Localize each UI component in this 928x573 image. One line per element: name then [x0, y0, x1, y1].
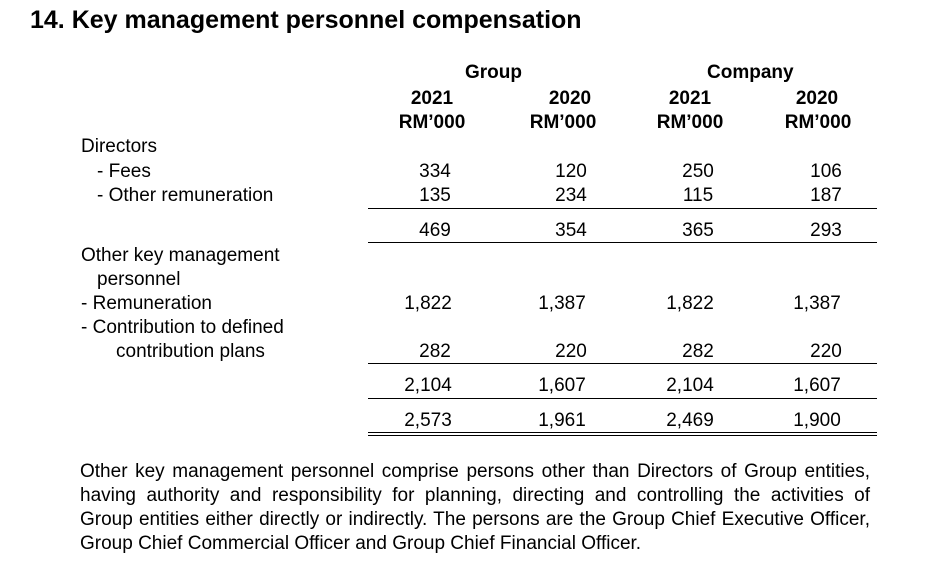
total-rule	[752, 398, 877, 399]
subtotal-rule	[496, 363, 624, 364]
unit-header: RM’000	[784, 112, 852, 133]
cell-other-remuneration: 135	[419, 185, 451, 206]
total-rule	[496, 242, 624, 243]
cell-contribution: 282	[419, 341, 451, 362]
year-header: 2020	[795, 88, 839, 109]
cell-contribution: 220	[810, 341, 842, 362]
cell-remuneration: 1,387	[793, 293, 841, 314]
row-label-fees: - Fees	[97, 161, 151, 182]
grand-total-rule	[624, 435, 752, 436]
total-rule	[496, 398, 624, 399]
total-rule	[624, 398, 752, 399]
cell-directors-total: 293	[810, 220, 842, 241]
year-header: 2021	[410, 88, 454, 109]
cell-grand-total: 2,469	[666, 410, 714, 431]
row-label-other-remuneration: - Other remuneration	[97, 185, 274, 206]
cell-other-kmp-total: 2,104	[666, 375, 714, 396]
subtotal-rule	[752, 363, 877, 364]
page-title: 14. Key management personnel compensation	[30, 6, 582, 34]
cell-other-remuneration: 187	[810, 185, 842, 206]
explanatory-note: Other key management personnel comprise persons other than Directors of Group entities, having authority and responsibility for planning, directing and controlling the activities of Group entities either directly or indirectly. The persons are the Group Chief Executive Officer, Group Chief Commercial Officer and Group Chief Financial Officer.	[80, 461, 870, 554]
grand-total-rule	[624, 432, 752, 433]
group-header: Group	[465, 62, 522, 83]
subtotal-rule	[496, 208, 624, 209]
row-label-other-kmp-cont: personnel	[97, 269, 181, 290]
cell-other-kmp-total: 1,607	[538, 375, 586, 396]
grand-total-rule	[752, 435, 877, 436]
cell-other-kmp-total: 1,607	[793, 375, 841, 396]
cell-grand-total: 2,573	[404, 410, 452, 431]
cell-fees: 120	[555, 161, 587, 182]
cell-grand-total: 1,961	[538, 410, 586, 431]
year-header: 2021	[668, 88, 712, 109]
row-label-remuneration: - Remuneration	[81, 293, 212, 314]
unit-header: RM’000	[656, 112, 724, 133]
company-header: Company	[707, 62, 794, 83]
row-label-contribution: - Contribution to defined	[81, 317, 284, 338]
unit-header: RM’000	[529, 112, 597, 133]
grand-total-rule	[496, 435, 624, 436]
total-rule	[752, 242, 877, 243]
cell-remuneration: 1,822	[404, 293, 452, 314]
cell-grand-total: 1,900	[793, 410, 841, 431]
cell-other-kmp-total: 2,104	[404, 375, 452, 396]
cell-contribution: 220	[555, 341, 587, 362]
grand-total-rule	[496, 432, 624, 433]
cell-other-remuneration: 234	[555, 185, 587, 206]
unit-header: RM’000	[398, 112, 466, 133]
subtotal-rule	[368, 208, 496, 209]
grand-total-rule	[752, 432, 877, 433]
cell-remuneration: 1,387	[538, 293, 586, 314]
subtotal-rule	[752, 208, 877, 209]
cell-directors-total: 354	[555, 220, 587, 241]
year-header: 2020	[548, 88, 592, 109]
total-rule	[368, 398, 496, 399]
cell-other-remuneration: 115	[682, 185, 714, 206]
total-rule	[368, 242, 496, 243]
row-label-other-kmp: Other key management	[81, 245, 280, 266]
total-rule	[624, 242, 752, 243]
row-label-contribution-cont: contribution plans	[116, 341, 265, 362]
grand-total-rule	[368, 435, 496, 436]
cell-fees: 334	[419, 161, 451, 182]
subtotal-rule	[368, 363, 496, 364]
grand-total-rule	[368, 432, 496, 433]
cell-directors-total: 469	[419, 220, 451, 241]
cell-fees: 106	[810, 161, 842, 182]
subtotal-rule	[624, 363, 752, 364]
cell-directors-total: 365	[682, 220, 714, 241]
cell-contribution: 282	[682, 341, 714, 362]
cell-remuneration: 1,822	[666, 293, 714, 314]
row-label-directors: Directors	[81, 136, 158, 157]
subtotal-rule	[624, 208, 752, 209]
cell-fees: 250	[682, 161, 714, 182]
